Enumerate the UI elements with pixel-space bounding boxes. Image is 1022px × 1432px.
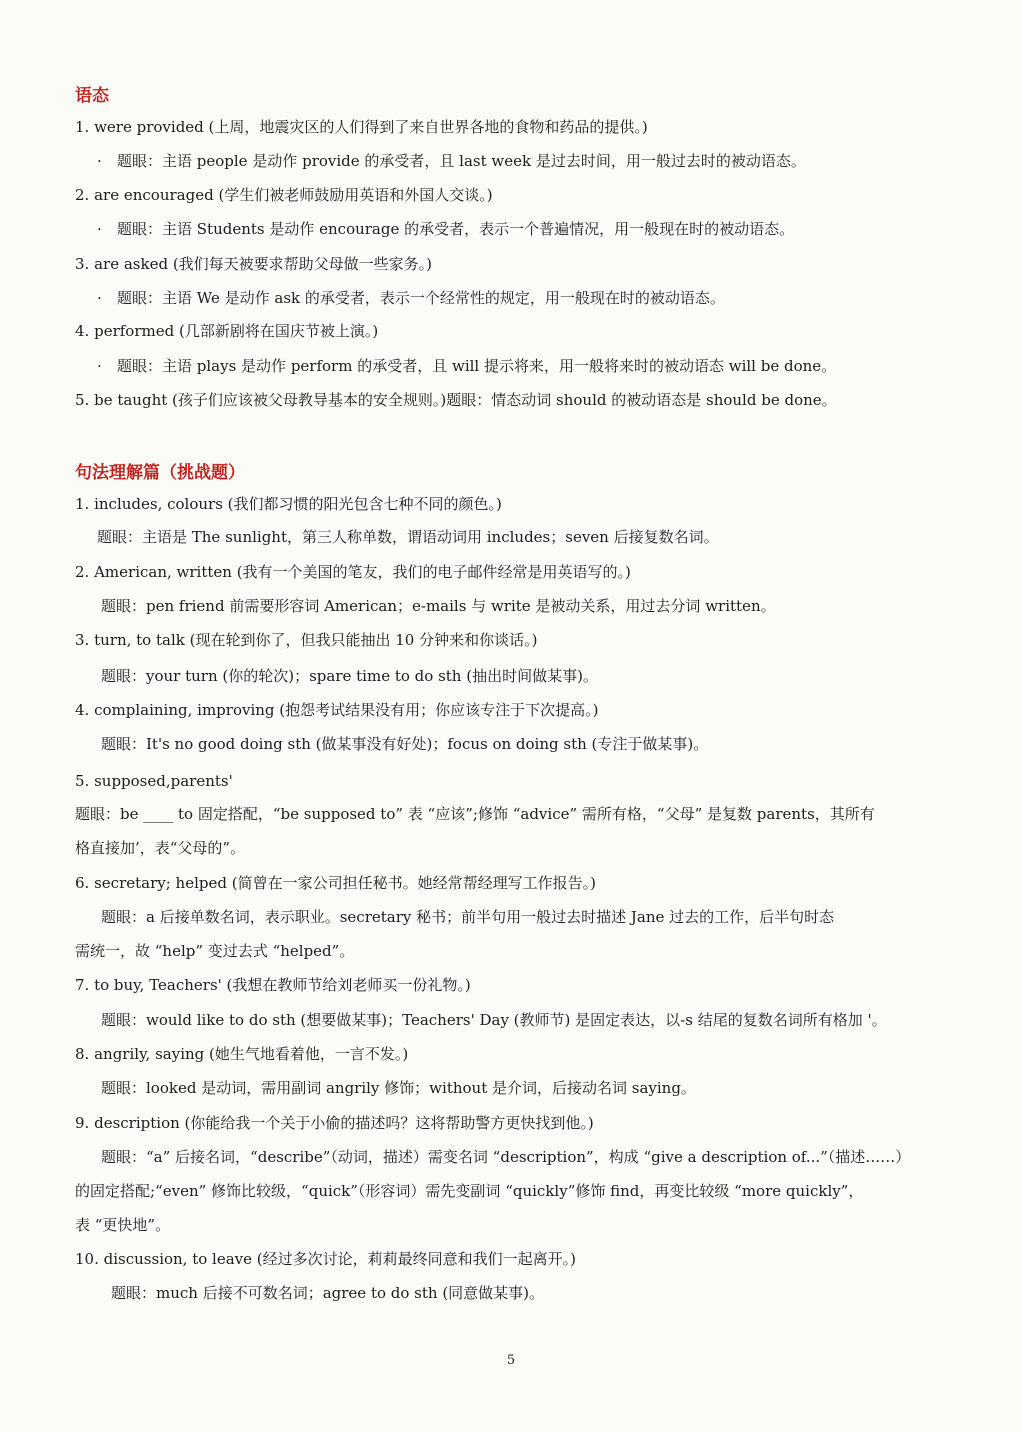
explanation-line: 格直接加’，表“父母的”。 bbox=[75, 839, 246, 857]
question-line: 4. complaining, improving (抱怨考试结果没有用；你应该专注于下次提高。) bbox=[75, 701, 599, 719]
explanation-line: 需统一，故 “help” 变过去式 “helped”。 bbox=[75, 942, 355, 960]
question-line: 5. supposed,parents' bbox=[75, 772, 233, 790]
explanation-line: · 题眼：主语 We 是动作 ask 的承受者，表示一个经常性的规定，用一般现在时的被动语态。 bbox=[97, 289, 725, 307]
explanation-inline: 题眼：情态动词 should 的被动语态是 should be done。 bbox=[446, 391, 837, 409]
question-line: 3. are asked (我们每天被要求帮助父母做一些家务。) bbox=[75, 255, 433, 273]
page-number: 5 bbox=[506, 1353, 516, 1368]
explanation-line: 题眼：a 后接单数名词，表示职业。secretary 秘书；前半句用一般过去时描述 Jane 过去的工作，后半句时态 bbox=[101, 908, 835, 926]
question-line: 5. be taught (孩子们应该被父母教导基本的安全规则。)题眼：情态动词 should 的被动语态是 should be done。 bbox=[75, 391, 837, 409]
explanation-line: 表 “更快地”。 bbox=[75, 1216, 171, 1234]
question-line: 7. to buy, Teachers' (我想在教师节给刘老师买一份礼物。) bbox=[75, 976, 471, 994]
question-line: 1. were provided (上周，地震灾区的人们得到了来自世界各地的食物和药品的提供。) bbox=[75, 118, 648, 136]
section-title-voice: 语态 bbox=[75, 86, 109, 106]
explanation-line: 题眼：be ____ to 固定搭配，“be supposed to” 表 “应该”;修饰 “advice” 需所有格，“父母” 是复数 parents，其所有 bbox=[75, 805, 875, 823]
question-line: 3. turn, to talk (现在轮到你了，但我只能抽出 10 分钟来和你谈话。) bbox=[75, 631, 538, 649]
explanation-line: · 题眼：主语 Students 是动作 encourage 的承受者，表示一个普遍情况，用一般现在时的被动语态。 bbox=[97, 220, 795, 238]
explanation-line: 题眼：your turn (你的轮次)；spare time to do sth (抽出时间做某事)。 bbox=[101, 667, 598, 685]
question-line: 6. secretary; helped (简曾在一家公司担任秘书。她经常帮经理写工作报告。) bbox=[75, 874, 596, 892]
question-line: 9. description (你能给我一个关于小偷的描述吗？这将帮助警方更快找到他。) bbox=[75, 1114, 594, 1132]
question-line: 8. angrily, saying (她生气地看着他，一言不发。) bbox=[75, 1045, 409, 1063]
explanation-line: 题眼：would like to do sth (想要做某事)；Teachers' Day (教师节) 是固定表达，以-s 结尾的复数名词所有格加 '。 bbox=[101, 1011, 887, 1029]
explanation-line: 题眼：pen friend 前需要形容词 American；e-mails 与 write 是被动关系，用过去分词 written。 bbox=[101, 597, 776, 615]
explanation-line: 题眼：主语是 The sunlight，第三人称单数，谓语动词用 includes；seven 后接复数名词。 bbox=[97, 528, 719, 546]
question-line: 4. performed (几部新剧将在国庆节被上演。) bbox=[75, 322, 379, 340]
explanation-line: 题眼：“a” 后接名词，“describe”（动词，描述）需变名词 “description”，构成 “give a description of...”（描述……） bbox=[101, 1148, 911, 1166]
section-title-syntax: 句法理解篇（挑战题） bbox=[75, 463, 245, 483]
question-line: 1. includes, colours (我们都习惯的阳光包含七种不同的颜色。) bbox=[75, 495, 502, 513]
explanation-line: · 题眼：主语 plays 是动作 perform 的承受者，且 will 提示将来，用一般将来时的被动语态 will be done。 bbox=[97, 357, 837, 375]
question-line: 10. discussion, to leave (经过多次讨论，莉莉最终同意和我们一起离开。) bbox=[75, 1250, 576, 1268]
explanation-line: 题眼：much 后接不可数名词；agree to do sth (同意做某事)。 bbox=[111, 1284, 545, 1302]
question-line: 2. are encouraged (学生们被老师鼓励用英语和外国人交谈。) bbox=[75, 186, 493, 204]
explanation-line: 的固定搭配;“even” 修饰比较级，“quick”（形容词）需先变副词 “quickly”修饰 find，再变比较级 “more quickly”， bbox=[75, 1182, 864, 1200]
explanation-line: 题眼：looked 是动词，需用副词 angrily 修饰；without 是介词，后接动名词 saying。 bbox=[101, 1079, 696, 1097]
explanation-line: 题眼：It's no good doing sth (做某事没有好处)；focus on doing sth (专注于做某事)。 bbox=[101, 735, 709, 753]
question-line: 2. American, written (我有一个美国的笔友，我们的电子邮件经常是用英语写的。) bbox=[75, 563, 631, 581]
explanation-line: · 题眼：主语 people 是动作 provide 的承受者，且 last week 是过去时间，用一般过去时的被动语态。 bbox=[97, 152, 806, 170]
